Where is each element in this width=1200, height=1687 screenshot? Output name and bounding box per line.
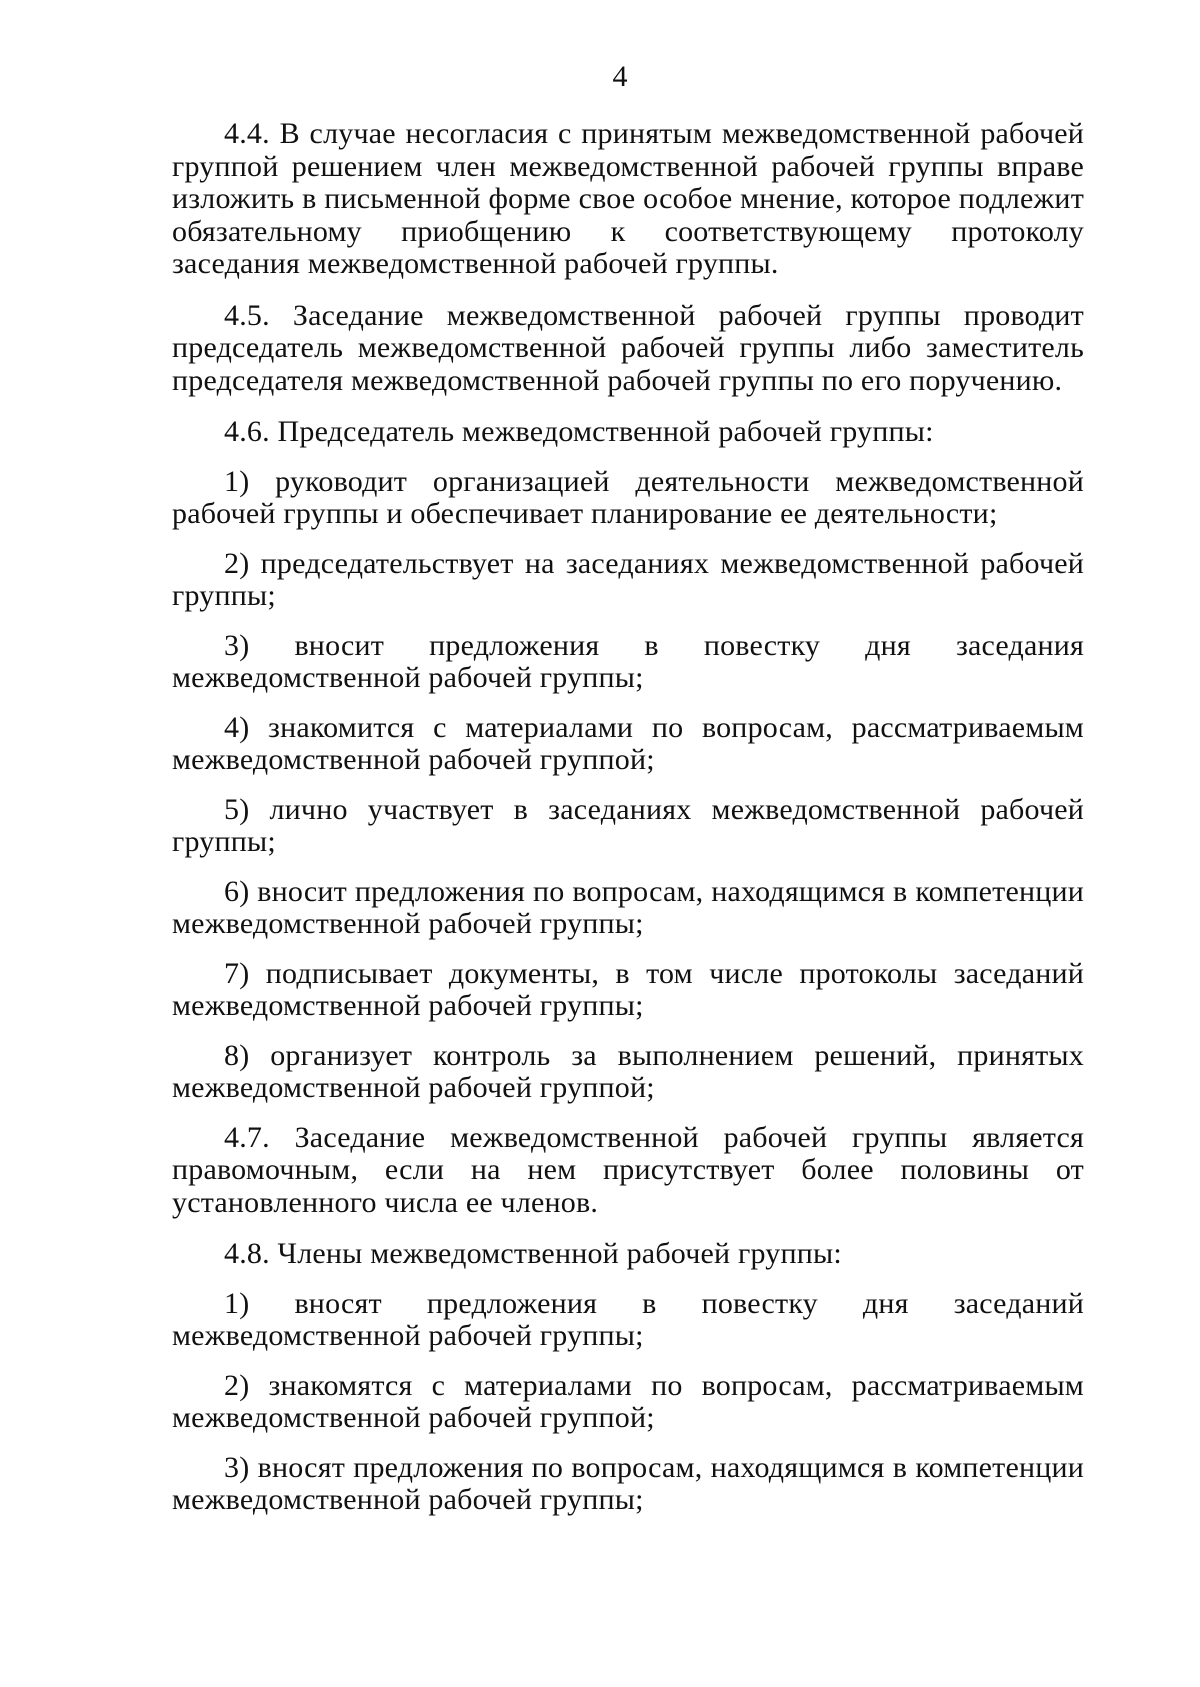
paragraph-4-4: 4.4. В случае несогласия с принятым межведомственной рабочей группой решением член межведомственной рабочей группы вправе изложить в письменной форме свое особое мнение, которое подлежит обязательному приобщению к соответствующему протоколу заседания межведомственной рабочей группы. <box>172 117 1084 280</box>
paragraph-4-5: 4.5. Заседание межведомственной рабочей группы проводит председатель межведомственной рабочей группы либо заместитель председателя межведомственной рабочей группы по его поручению. <box>172 298 1084 397</box>
paragraph-4-6-item-6: 6) вносит предложения по вопросам, находящимся в компетенции межведомственной рабочей группы; <box>172 874 1084 940</box>
page-number: 4 <box>612 60 628 93</box>
document-body <box>172 118 1084 1517</box>
paragraph-4-6-item-4: 4) знакомится с материалами по вопросам, рассматриваемым межведомственной рабочей группой; <box>172 710 1084 776</box>
paragraph-4-8: 4.8. Члены межведомственной рабочей группы: <box>224 1237 842 1270</box>
paragraph-4-6-item-1: 1) руководит организацией деятельности межведомственной рабочей группы и обеспечивает планирование ее деятельности; <box>172 464 1084 530</box>
paragraph-4-8-item-2: 2) знакомятся с материалами по вопросам, рассматриваемым межведомственной рабочей группой; <box>172 1368 1084 1434</box>
paragraph-4-8-item-1: 1) вносят предложения в повестку дня заседаний межведомственной рабочей группы; <box>172 1286 1084 1352</box>
paragraph-4-6-item-3: 3) вносит предложения в повестку дня заседания межведомственной рабочей группы; <box>172 628 1084 694</box>
paragraph-4-8-item-3: 3) вносят предложения по вопросам, находящимся в компетенции межведомственной рабочей группы; <box>172 1450 1084 1516</box>
paragraph-4-6: 4.6. Председатель межведомственной рабочей группы: <box>224 415 934 448</box>
paragraph-4-6-item-7: 7) подписывает документы, в том числе протоколы заседаний межведомственной рабочей группы; <box>172 956 1084 1022</box>
paragraph-4-7: 4.7. Заседание межведомственной рабочей группы является правомочным, если на нем присутствует более половины от установленного числа ее членов. <box>172 1120 1084 1219</box>
paragraph-4-6-item-5: 5) лично участвует в заседаниях межведомственной рабочей группы; <box>172 792 1084 858</box>
paragraph-4-6-item-8: 8) организует контроль за выполнением решений, принятых межведомственной рабочей группой; <box>172 1038 1084 1104</box>
paragraph-4-6-item-2: 2) председательствует на заседаниях межведомственной рабочей группы; <box>172 546 1084 612</box>
